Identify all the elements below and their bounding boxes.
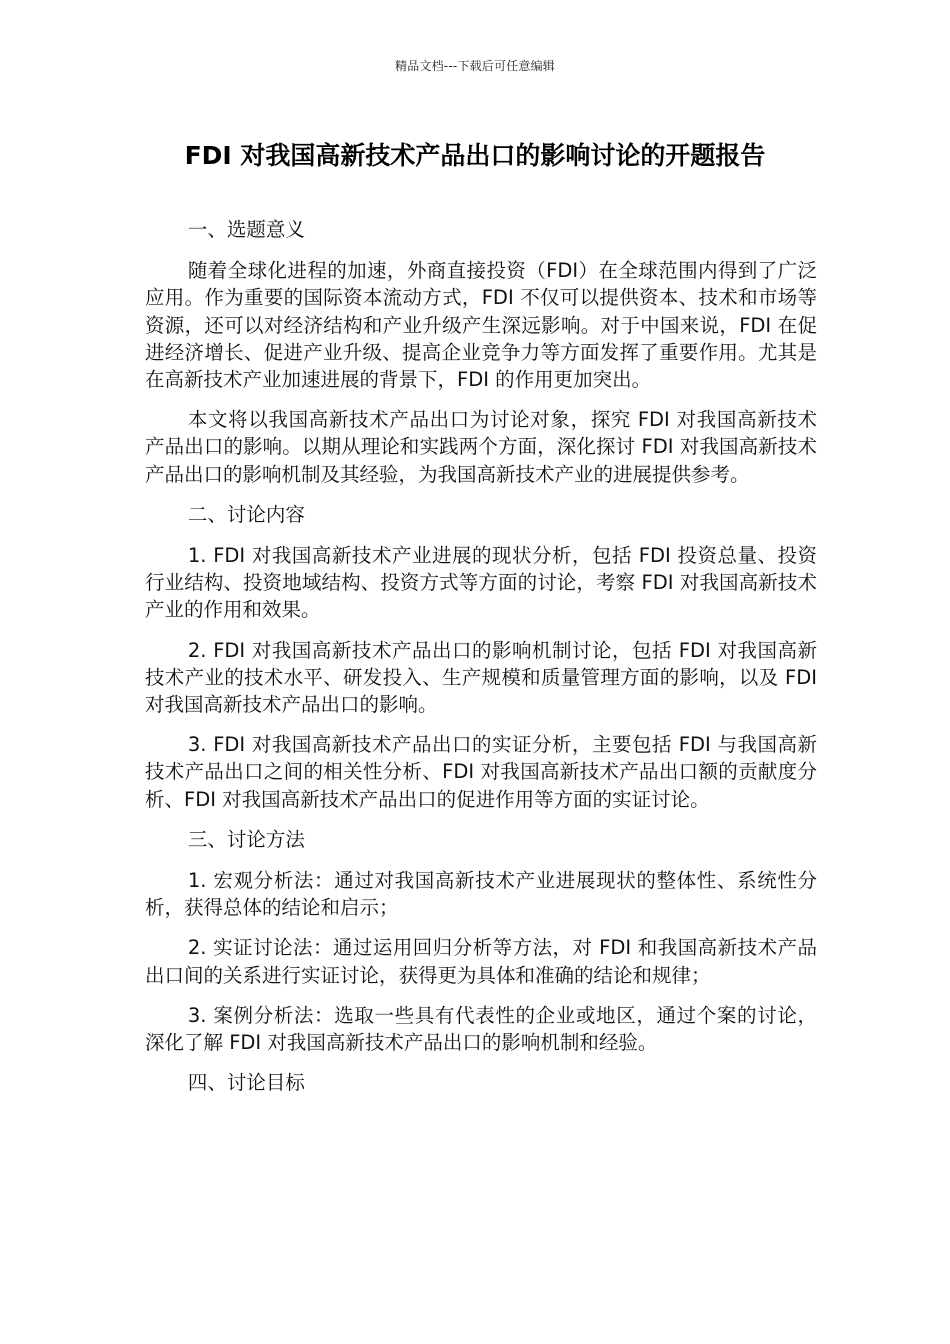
paragraph-content-1: 1. FDI 对我国高新技术产业进展的现状分析，包括 FDI 投资总量、投资行业结构、投资地域结构、投资方式等方面的讨论，考察 FDI 对我国高新技术产业的作用和效果。: [145, 544, 817, 622]
section-heading-goals: 四、讨论目标: [187, 1071, 305, 1095]
header-note: 精品文档---下载后可任意编辑: [395, 59, 555, 73]
section-heading-significance: 一、选题意义: [187, 218, 305, 241]
paragraph-significance-1: 随着全球化进程的加速，外商直接投资（FDI）在全球范围内得到了广泛应用。作为重要的国际资本流动方式，FDI 不仅可以提供资本、技术和市场等资源，还可以对经济结构和产业升级产生深远影响。对于中国来说，FDI 在促进经济增长、促进产业升级、提高企业竞争力等方面发挥了重要作用。尤其是在高新技术产业加速进展的背景下，FDI 的作用更加突出。: [145, 259, 817, 392]
document-body: [145, 216, 817, 1110]
paragraph-methods-1: 1. 宏观分析法：通过对我国高新技术产业进展现状的整体性、系统性分析，获得总体的结论和启示；: [145, 869, 817, 920]
paragraph-content-3: 3. FDI 对我国高新技术产品出口的实证分析，主要包括 FDI 与我国高新技术产品出口之间的相关性分析、FDI 对我国高新技术产品出口额的贡献度分析、FDI 对我国高新技术产品出口的促进作用等方面的实证讨论。: [145, 733, 817, 811]
paragraph-significance-2: 本文将以我国高新技术产品出口为讨论对象，探究 FDI 对我国高新技术产品出口的影响。以期从理论和实践两个方面，深化探讨 FDI 对我国高新技术产品出口的影响机制及其经验，为我国高新技术产业的进展提供参考。: [145, 408, 817, 486]
paragraph-methods-3: 3. 案例分析法：选取一些具有代表性的企业或地区，通过个案的讨论，深化了解 FDI 对我国高新技术产品出口的影响机制和经验。: [145, 1003, 817, 1055]
paragraph-methods-2: 2. 实证讨论法：通过运用回归分析等方法，对 FDI 和我国高新技术产品出口间的关系进行实证讨论，获得更为具体和准确的结论和规律；: [145, 936, 817, 987]
paragraph-content-2: 2. FDI 对我国高新技术产品出口的影响机制讨论，包括 FDI 对我国高新技术产业的技术水平、研发投入、生产规模和质量管理方面的影响，以及 FDI 对我国高新技术产品出口的影响。: [145, 638, 817, 717]
document-title: FDI 对我国高新技术产品出口的影响讨论的开题报告: [184, 141, 766, 170]
section-heading-content: 二、讨论内容: [187, 502, 305, 526]
section-heading-methods: 三、讨论方法: [187, 827, 305, 851]
